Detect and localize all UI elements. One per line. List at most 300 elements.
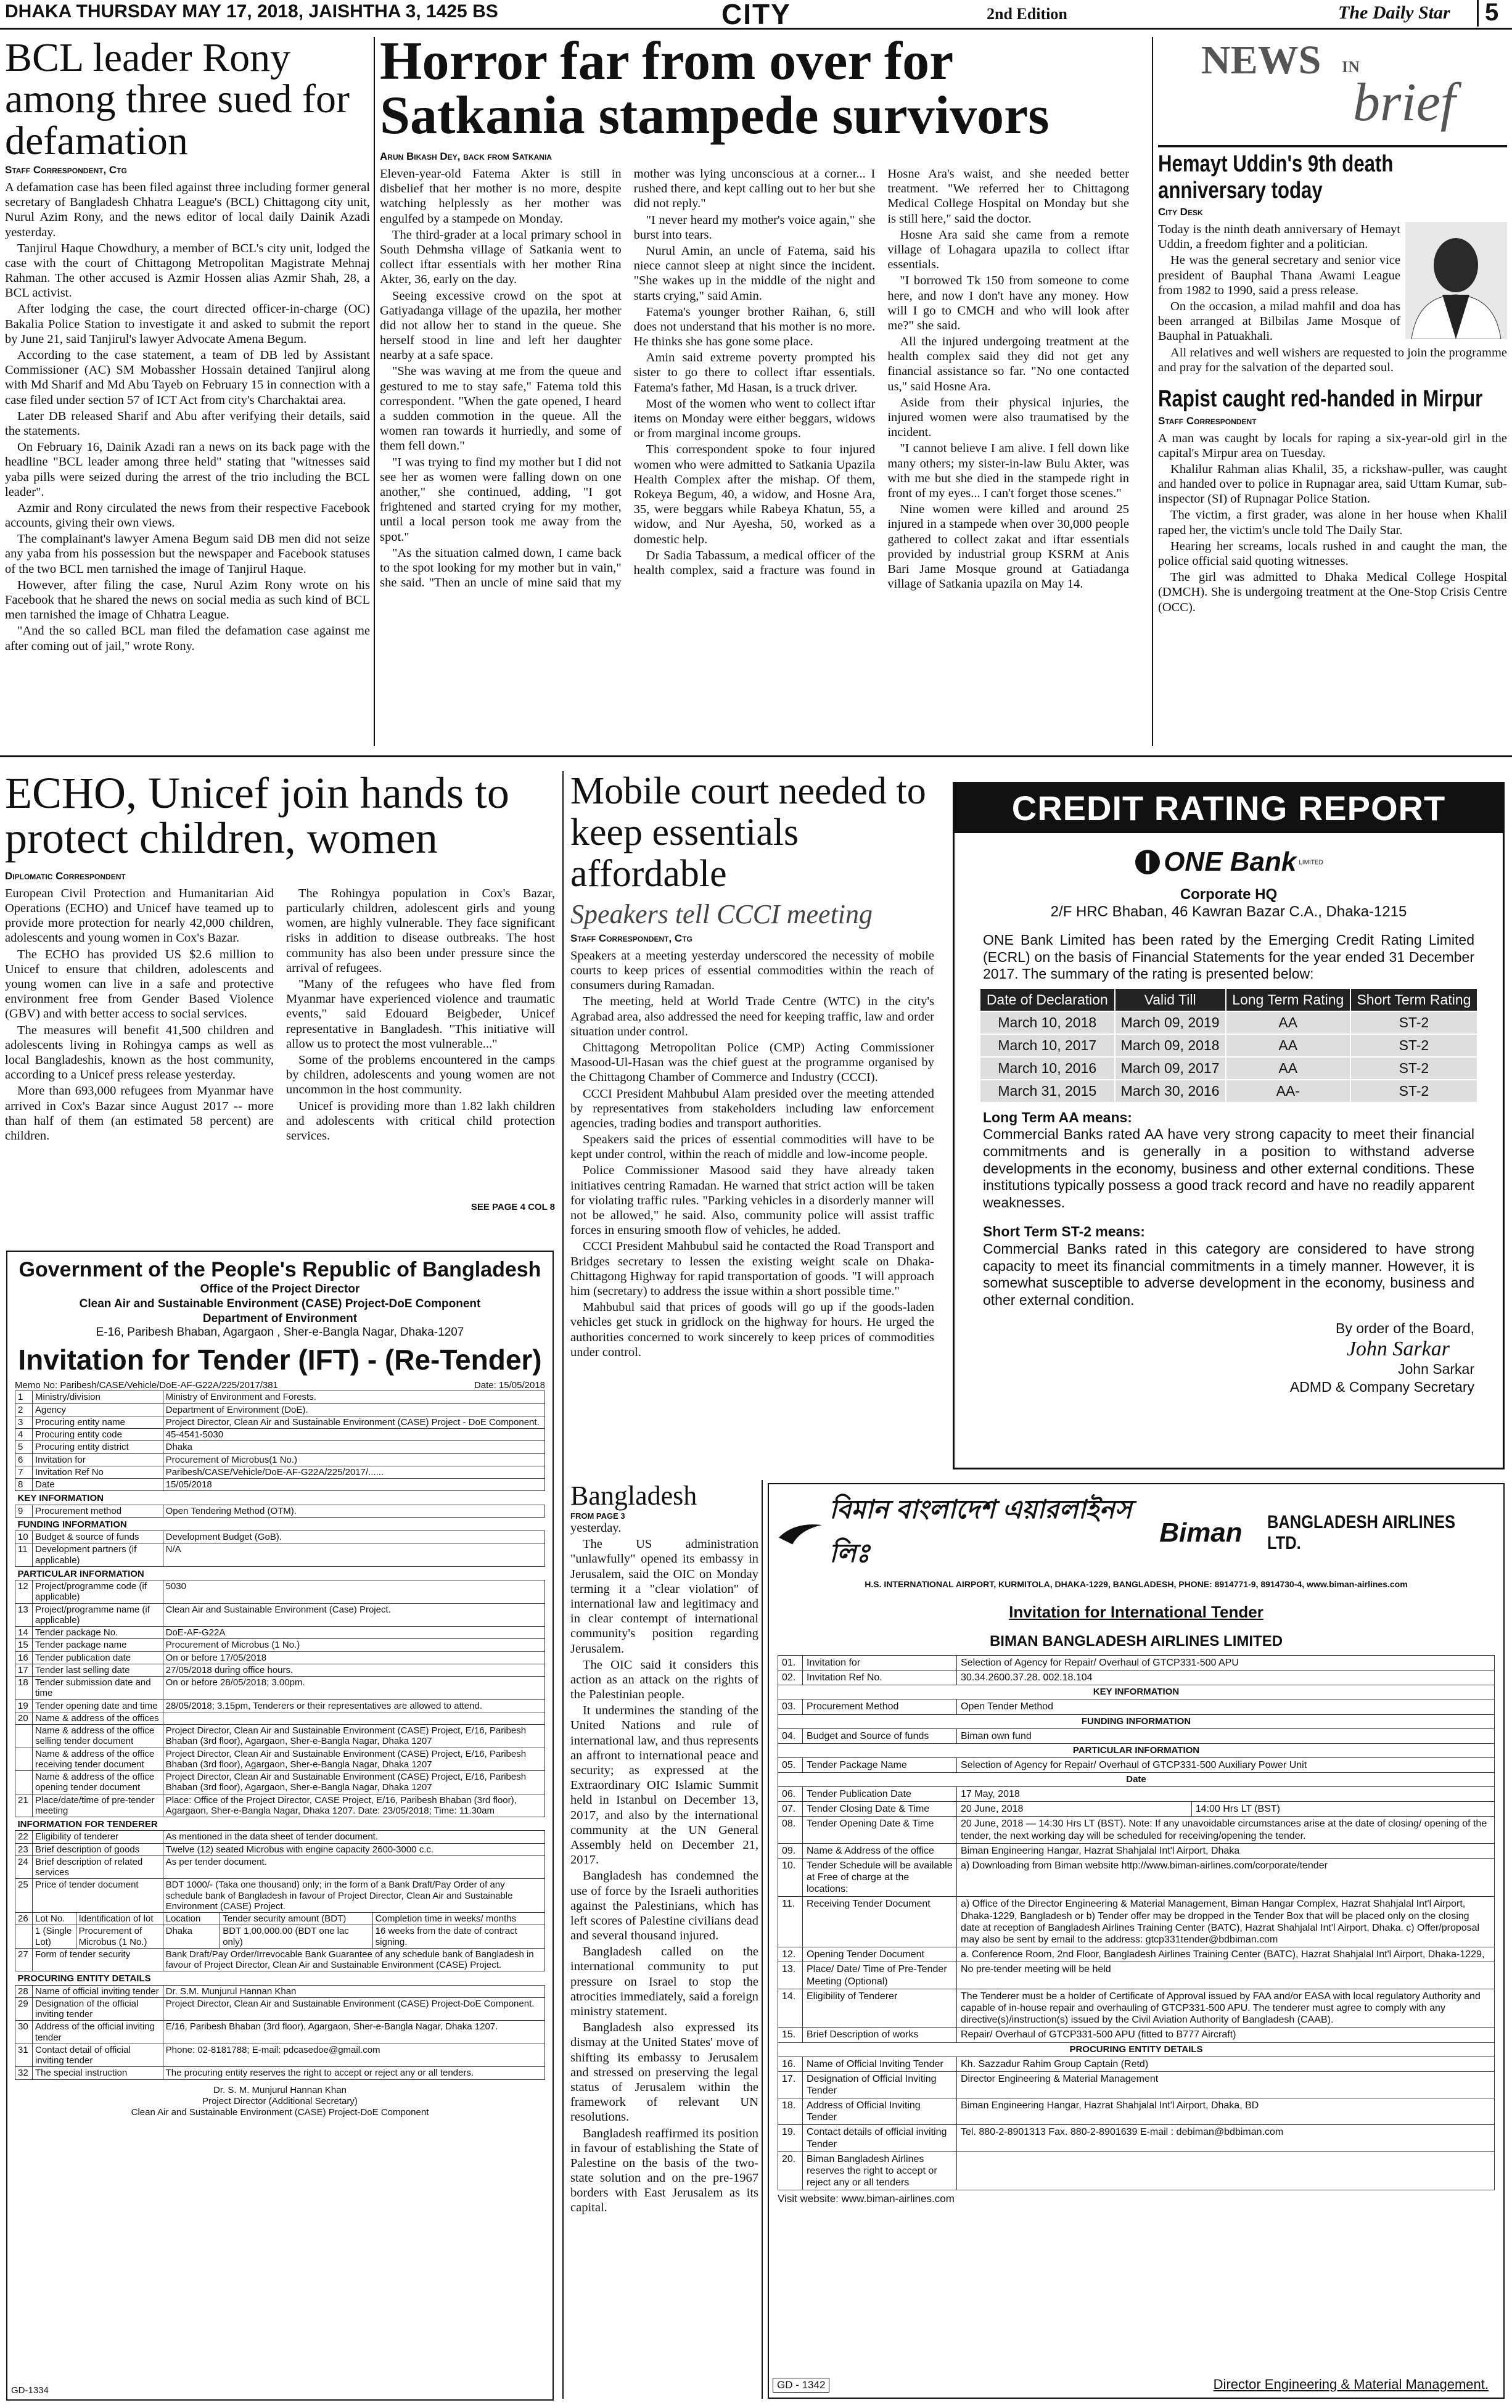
- article-mobile-court: [570, 771, 934, 1468]
- paragraph: yesterday.: [570, 1521, 622, 1535]
- paragraph: Some of the problems encountered in the camps by children, adolescents and young women are not uncommon in the host community.: [286, 1053, 555, 1097]
- paragraph: Today is the ninth death anniversary of Hemayt Uddin, a freedom fighter and a politician.: [1158, 223, 1400, 252]
- table-cell: Development Budget (GoB).: [163, 1531, 544, 1543]
- brief-title-news: NEWS: [1201, 38, 1321, 83]
- table-cell: 15: [15, 1639, 33, 1651]
- table-cell: Project Director, Clean Air and Sustainable Environment (CASE) Project-DoE Component.: [163, 1997, 544, 2021]
- table-cell: BDT 1000/- (Taka one thousand) only; in the form of a Bank Draft/Pay Order of any schedule bank of Bangladesh in favour of Project Director, Clean Air and Sustainable Environment (CASE) Project.: [163, 1879, 544, 1913]
- table-cell: 13: [15, 1603, 33, 1627]
- table-cell: Budget and Source of funds: [803, 1728, 957, 1743]
- table-cell: 1: [15, 1391, 33, 1403]
- ad-signature-block: [955, 1309, 1503, 1396]
- table-cell: 30: [15, 2021, 33, 2044]
- table-cell: 21: [15, 1794, 33, 1817]
- table-cell: Biman own fund: [957, 1728, 1495, 1743]
- table-cell: Selection of Agency for Repair/ Overhaul of GTCP331-500 APU: [957, 1656, 1495, 1670]
- table-cell: March 10, 2017: [980, 1034, 1115, 1057]
- biman-address: H.S. INTERNATIONAL AIRPORT, KURMITOLA, DHAKA-1229, BANGLADESH, PHONE: 8914771-9, 8914730-4, www.biman-airlines.com: [865, 1579, 1408, 1589]
- tender-signature: [15, 2085, 545, 2118]
- article-body: [5, 886, 555, 1201]
- table-cell: Ministry of Environment and Forests.: [163, 1391, 544, 1403]
- table-cell: Invitation for: [803, 1656, 957, 1670]
- table-cell: Opening Tender Document: [803, 1947, 957, 1962]
- from-page: FROM PAGE 3: [570, 1511, 625, 1521]
- dateline: DHAKA THURSDAY MAY 17, 2018, JAISHTHA 3, 1425 BS: [5, 1, 498, 22]
- table-row: [15, 2044, 545, 2067]
- table-cell: Invitation Ref No.: [803, 1670, 957, 1685]
- table-cell: Tender package No.: [33, 1627, 163, 1639]
- table-row: [980, 1057, 1477, 1080]
- article-bcl: [5, 37, 370, 752]
- table-row: [778, 1757, 1495, 1772]
- byline: Arun Bikash Dey, back from Satkania: [380, 150, 552, 162]
- signatory-name: John Sarkar: [1397, 1361, 1474, 1378]
- table-cell: 11.: [778, 1897, 803, 1947]
- table-cell: Address of Official Inviting Tender: [803, 2098, 957, 2125]
- paragraph: Bangladesh has condemned the use of force by the Israeli authorities against the Palestinians, which has left scores of Palestine civilians dead and several thousand injured.: [570, 1869, 758, 1943]
- article-body: [570, 1521, 758, 2216]
- paragraph: Police Commissioner Masood said they have already taken initiatives centring Ramadan. He warned that strict action will be taken for violating traffic rules. "Parking vehicles in a disorderly manner will not be allowed," he said. Also, community police will assist traffic forces in ensuring smooth flow of vehicles, he added.: [570, 1164, 934, 1238]
- table-cell: 6: [15, 1453, 33, 1466]
- article-body: [570, 948, 934, 1360]
- table-cell: 27/05/2018 during office hours.: [163, 1664, 544, 1676]
- paragraph: However, after filing the case, Nurul Azim Rony wrote on his Facebook that he shared the news on social media as such kind of BCL men tarnished the image of Chhatra League.: [5, 578, 370, 622]
- table-cell: 29: [15, 1997, 33, 2021]
- table-row: [778, 1714, 1495, 1728]
- table-cell: KEY INFORMATION: [778, 1685, 1495, 1699]
- table-row: [15, 1699, 545, 1712]
- table-cell: Open Tender Method: [957, 1699, 1495, 1714]
- table-row: [15, 1948, 545, 1971]
- table-cell: 30.34.2600.37.28. 002.18.104: [957, 1670, 1495, 1685]
- biman-company: BIMAN BANGLADESH AIRLINES LIMITED: [989, 1633, 1283, 1650]
- table-cell: ST-2: [1350, 1011, 1477, 1034]
- brief1-headline: Hemayt Uddin's 9th death anniversary today: [1158, 151, 1394, 203]
- brief1-byline: City Desk: [1158, 206, 1203, 218]
- table-cell: 3: [15, 1416, 33, 1428]
- signature: John Sarkar: [1346, 1338, 1450, 1361]
- paragraph: Hosne Ara said she came from a remote village of Lohagara upazila to collect iftar essentials.: [887, 228, 1129, 272]
- biman-en: Biman: [1159, 1518, 1243, 1548]
- table-cell: 12.: [778, 1947, 803, 1962]
- table-cell: 22: [15, 1831, 33, 1843]
- corporate-hq: Corporate HQ: [1180, 886, 1278, 903]
- table-cell: Invitation Ref No: [33, 1466, 163, 1478]
- paragraph: Unicef is providing more than 1.82 lakh children and adolescents with critical child protection services.: [286, 1099, 555, 1143]
- paragraph: Nine women were killed and around 25 injured in a stampede when over 30,000 people gathered to collect zakat and iftar essentials provided by industrial group KSRM at Anis Bari Jame Mosque ground at Gatiadanga village of Satkania upazila on May 14.: [887, 503, 1129, 591]
- table-cell: 14.: [778, 1989, 803, 2028]
- table-cell: Date: [778, 1772, 1495, 1786]
- table-cell: Procurement Method: [803, 1699, 957, 1714]
- table-cell: March 10, 2018: [980, 1011, 1115, 1034]
- headline: BCL leader Rony among three sued for defamation: [5, 37, 350, 163]
- table-cell: Date: [33, 1479, 163, 1491]
- table-row: [15, 1831, 545, 1843]
- column-header: Date of Declaration: [980, 988, 1115, 1011]
- paragraph: The complainant's lawyer Amena Begum said DB men did not seize any yaba from his possession but the newspaper and Facebook statuses of the two BCL men tarnished the image of Tanjirul Haque.: [5, 532, 370, 576]
- table-cell: a. Conference Room, 2nd Floor, Bangladesh Airlines Training Center (BATC), Hazrat Shahjalal Int'l Airport, Dhaka-1229,: [957, 1947, 1495, 1962]
- column-header: Long Term Rating: [1226, 988, 1350, 1011]
- biman-title: Invitation for International Tender: [1009, 1603, 1263, 1621]
- table-cell: ST-2: [1350, 1034, 1477, 1057]
- table-row: [15, 1794, 545, 1817]
- rating-intro: ONE Bank Limited has been rated by the Emerging Credit Rating Limited (ECRL) on the basis of Financial Statements for the year ended 31 December 2017. The summary of the rating is presented below:: [983, 932, 1474, 982]
- table-row: [15, 1843, 545, 1855]
- brief2-byline: Staff Correspondent: [1158, 414, 1257, 427]
- biman-bn: বিমান বাংলাদেশ এয়ারলাইনস লিঃ: [829, 1495, 1132, 1568]
- table-row: [778, 1656, 1495, 1670]
- table-cell: Clean Air and Sustainable Environment (Case) Project.: [163, 1603, 544, 1627]
- paragraph: Eleven-year-old Fatema Akter is still in disbelief that her mother is no more, despite watching helplessly as her mother was engulfed by a stampede on Monday.: [380, 167, 622, 226]
- biman-table: [778, 1655, 1495, 2190]
- table-row: [778, 1802, 1495, 1817]
- table-cell: 14:00 Hrs LT (BST): [1191, 1802, 1494, 1817]
- st-title: Short Term ST-2 means:: [983, 1223, 1145, 1240]
- table-row: [15, 1416, 545, 1428]
- table-row: [15, 1879, 545, 1913]
- table-row: [778, 1670, 1495, 1685]
- table-row: [778, 2042, 1495, 2057]
- table-row: [15, 1639, 545, 1651]
- table-cell: 28/05/2018; 3.15pm, Tenderers or their representatives are allowed to attend.: [163, 1699, 544, 1712]
- table-cell: 12: [15, 1580, 33, 1604]
- table-cell: Tender Schedule will be available at Free of charge at the locations:: [803, 1858, 957, 1897]
- article-body: [380, 166, 1129, 721]
- table-cell: Tender Package Name: [803, 1757, 957, 1772]
- paragraph: The OIC said it considers this action as an attack on the rights of the Palestinian people.: [570, 1658, 758, 1702]
- table-cell: Procuring entity code: [33, 1429, 163, 1441]
- table-cell: Paribesh/CASE/Vehicle/DoE-AF-G22A/225/2017/......: [163, 1466, 544, 1478]
- table-cell: Designation of Official Inviting Tender: [803, 2071, 957, 2098]
- table-row: [15, 1603, 545, 1627]
- table-row: [778, 1947, 1495, 1962]
- paragraph: The US administration "unlawfully" opened its embassy in Jerusalem, said the OIC on Monday terming it a "clear violation" of international law and legitimacy and in clear contempt of international community's position regarding Jerusalem.: [570, 1537, 758, 1656]
- table-cell: BDT 1,00,000.00 (BDT one lac only): [220, 1925, 372, 1949]
- dept-address: E-16, Paribesh Bhaban, Agargaon , Sher-e-Bangla Nagar, Dhaka-1207: [96, 1326, 464, 1339]
- see-page: SEE PAGE 4 COL 8: [470, 1201, 555, 1212]
- table-row: [15, 1712, 545, 1724]
- table-cell: Department of Environment (DoE).: [163, 1403, 544, 1416]
- table-cell: 20.: [778, 2151, 803, 2190]
- paragraph: All relatives and well wishers are requested to join the programme and pray for the salvation of the departed soul.: [1158, 345, 1507, 374]
- headline: ECHO, Unicef join hands to protect children, women: [5, 771, 509, 863]
- table-cell: Identification of lot: [76, 1913, 163, 1925]
- paragraph: The ECHO has provided US $2.6 million to Unicef to ensure that children, adolescents and young women can live in a safe and protective environment free from Gender Based Violence (GBV) and with better access to social services.: [5, 947, 274, 1021]
- table-cell: Project/programme name (if applicable): [33, 1603, 163, 1627]
- paragraph: Tanjirul Haque Chowdhury, a member of BCL's city unit, lodged the case with the court of Chittagong Metropolitan Magistrate Mehnaj Rahman. The other accused is Azmir Hossen alias Azmir Shah, 28, a BCL activist.: [5, 241, 370, 300]
- table-cell: Twelve (12) seated Microbus with engine capacity 2600-3000 c.c.: [163, 1843, 544, 1855]
- table-cell: KEY INFORMATION: [17, 1493, 104, 1504]
- dept-title: Department of Environment: [202, 1312, 358, 1325]
- paragraph: Mahbubul said that prices of goods will go up if the goods-laden vehicles get stuck in gridlock on the highway for hours. He urged the authorities concerned to work sincerely to keep prices of commodities under control.: [570, 1301, 934, 1359]
- table-cell: Project Director, Clean Air and Sustainable Environment (CASE) Project - DoE Component.: [163, 1416, 544, 1428]
- column-rule: [562, 771, 564, 2399]
- table-cell: Tender last selling date: [33, 1664, 163, 1676]
- table-row: [778, 2057, 1495, 2071]
- table-row: [778, 1699, 1495, 1714]
- table-cell: 32: [15, 2067, 33, 2079]
- table-cell: [163, 1712, 544, 1724]
- portrait-photo: [1405, 222, 1507, 339]
- table-cell: Procurement of Microbus (1 No.): [76, 1925, 163, 1949]
- table-cell: Location: [163, 1913, 220, 1925]
- headline: Mobile court needed to keep essentials affordable: [570, 771, 926, 895]
- table-cell: Procurement of Microbus(1 No.): [163, 1453, 544, 1466]
- table-cell: 24: [15, 1855, 33, 1879]
- table-cell: 45-4541-5030: [163, 1429, 544, 1441]
- table-row: [778, 1786, 1495, 1801]
- gov-title: Government of the People's Republic of Bangladesh: [18, 1258, 541, 1281]
- paragraph: European Civil Protection and Humanitarian Aid Operations (ECHO) and Unicef have teamed up to provide more protection for nearly 42,000 children, adolescents and young women in Cox's Bazar.: [5, 886, 274, 945]
- table-cell: AA: [1226, 1034, 1350, 1057]
- table-cell: March 09, 2019: [1115, 1011, 1226, 1034]
- table-cell: 11: [15, 1543, 33, 1567]
- table-row: [15, 1429, 545, 1441]
- table-row: [778, 1989, 1495, 2028]
- table-cell: 18.: [778, 2098, 803, 2125]
- table-cell: 09.: [778, 1843, 803, 1858]
- table-cell: Contact detail of official inviting tender: [33, 2044, 163, 2067]
- portrait-icon: [1405, 222, 1507, 339]
- table-cell: Place/date/time of pre-tender meeting: [33, 1794, 163, 1817]
- tender-ad-biman: [768, 1483, 1505, 2399]
- table-cell: Selection of Agency for Repair/ Overhaul of GTCP331-500 Auxiliary Power Unit: [957, 1757, 1495, 1772]
- table-cell: 1 (Single Lot): [33, 1925, 76, 1949]
- table-cell: 06.: [778, 1786, 803, 1801]
- table-cell: Name & Address of the office: [803, 1843, 957, 1858]
- table-cell: Tel. 880-2-8901313 Fax. 880-2-8901639 E-mail : debiman@bdbiman.com: [957, 2125, 1495, 2151]
- table-cell: 20: [15, 1712, 33, 1724]
- table-cell: Procuring entity district: [33, 1441, 163, 1453]
- table-row: [15, 2067, 545, 2079]
- table-cell: AA: [1226, 1011, 1350, 1034]
- signatory-role: ADMD & Company Secretary: [1289, 1379, 1474, 1395]
- table-cell: Brief description of related services: [33, 1855, 163, 1879]
- table-cell: Tender Publication Date: [803, 1786, 957, 1801]
- biman-name: BANGLADESH AIRLINES LTD.: [1267, 1512, 1455, 1553]
- table-cell: Tender Closing Date & Time: [803, 1802, 957, 1817]
- paragraph: Most of the women who went to collect iftar items on Monday were either beggars, widows or from marginal income groups.: [633, 397, 876, 441]
- section-rule: [0, 755, 1512, 757]
- paragraph: Amin said extreme poverty prompted his sister to go there to collect iftar essentials. Fatema's father, Md Hasan, is a truck driver.: [633, 351, 876, 395]
- table-cell: PROCURING ENTITY DETAILS: [778, 2042, 1495, 2057]
- table-cell: Eligibility of tenderer: [33, 1831, 163, 1843]
- paragraph: CCCI President Mahbubul said he contacted the Road Transport and Bridges secretary to lessen the existing weight scale on Dhaka-Chittagong Highway for rapid transportation of goods. "I will approach him (secretary) to address the issue within a short possible time.": [570, 1239, 934, 1298]
- table-cell: March 31, 2015: [980, 1080, 1115, 1103]
- table-cell: Receiving Tender Document: [803, 1897, 957, 1947]
- table-cell: March 10, 2016: [980, 1057, 1115, 1080]
- table-row: [980, 1011, 1477, 1034]
- paragraph: Bangladesh also expressed its dismay at the United States' move of shifting its embassy to Jerusalem and stressed on preserving the legal status of Jerusalem within the framework of relevant UN resolutions.: [570, 2021, 758, 2124]
- table-cell: The special instruction: [33, 2067, 163, 2079]
- news-in-brief: [1158, 37, 1507, 752]
- paragraph: "I cannot believe I am alive. I fell down like many others; my sister-in-law Bulu Akter, was with me but she died in the stampede right in front of my eyes... I can't forget those scenes.": [887, 442, 1129, 500]
- table-row: [15, 1531, 545, 1543]
- column-rule: [1152, 37, 1153, 746]
- column-rule: [374, 37, 375, 746]
- subhead: Speakers tell CCCI meeting: [570, 898, 873, 929]
- paragraph: This correspondent spoke to four injured women who were admitted to Satkania Upazila Health Complex after the mishap. Of them, Rokeya Begum, 40, a widow, and Hosne Ara, 35, were beggars while Rabeya Khatun, 55, a widow, and Nur Ayesha, 50, worked as a domestic help.: [633, 443, 876, 546]
- paragraph: Aside from their physical injuries, the injured women were also traumatised by the incident.: [887, 395, 1129, 440]
- by-order: By order of the Board,: [1335, 1320, 1474, 1337]
- paragraph: A defamation case has been filed against three including former general secretary of Bangladesh Chhatra League's (BCL) Chittagong city unit, Nurul Azim Rony, and the news editor of local daily Dainik Azadi yesterday.: [5, 180, 370, 239]
- brief-title-brief: brief: [1353, 73, 1456, 133]
- paragraph: Bangladesh reaffirmed its position in favour of establishing the State of Palestine on the basis of the two-state solution and on the pre-1967 borders with East Jerusalem as its capital.: [570, 2126, 758, 2215]
- table-cell: 17: [15, 1664, 33, 1676]
- table-cell: 14: [15, 1627, 33, 1639]
- table-row: [15, 1985, 545, 1997]
- table-cell: 25: [15, 1879, 33, 1913]
- table-cell: PARTICULAR INFORMATION: [17, 1568, 144, 1579]
- table-cell: Eligibility of Tenderer: [803, 1989, 957, 2028]
- table-cell: 19: [15, 1699, 33, 1712]
- table-row: [15, 1817, 545, 1831]
- table-row: [15, 1997, 545, 2021]
- table-cell: Biman Engineering Hangar, Hazrat Shahjalal Int'l Airport, Dhaka, BD: [957, 2098, 1495, 2125]
- ad-title: CREDIT RATING REPORT: [955, 784, 1503, 833]
- paragraph: A man was caught by locals for raping a six-year-old girl in the capital's Mirpur area on Tuesday.: [1158, 431, 1507, 460]
- table-cell: Name & address of the office selling tender document: [33, 1725, 163, 1748]
- table-cell: [957, 2151, 1495, 2190]
- brief-title: [1158, 37, 1507, 145]
- bank-name: ONE Bank: [1164, 847, 1297, 877]
- table-cell: 4: [15, 1429, 33, 1441]
- table-cell: Project/programme code (if applicable): [33, 1580, 163, 1604]
- table-cell: AA-: [1226, 1080, 1350, 1103]
- paragraph: "She was waving at me from the queue and gestured to me to stay safe," Fatema told this correspondent. "When the gate opened, I heard a sudden commotion in the queue. All the women ran towards it hurriedly, and some of them fell down.": [380, 364, 622, 453]
- paragraph: Azmir and Rony circulated the news from their respective Facebook accounts, giving their own views.: [5, 501, 370, 530]
- paragraph: Khalilur Rahman alias Khalil, 35, a rickshaw-puller, was caught and handed over to police in Rupnagar area, said Uttam Kumar, sub-inspector (SI) of Rupnagar Police Station.: [1158, 462, 1507, 506]
- table-cell: Price of tender document: [33, 1879, 163, 1913]
- table-cell: 28: [15, 1985, 33, 1997]
- headline: Horror far from over for Satkania stampede survivors: [380, 35, 1050, 146]
- table-cell: Bank Draft/Pay Order/Irrevocable Bank Guarantee of any schedule bank of Bangladesh in favour of Project Director, Clean Air and Sustainable Environment (CASE) Project.: [163, 1948, 544, 1971]
- table-cell: March 09, 2017: [1115, 1057, 1226, 1080]
- table-row: [778, 2071, 1495, 2098]
- office-title: Office of the Project Director: [200, 1283, 360, 1296]
- memo-line: [15, 1380, 545, 1391]
- column-rule: [762, 1480, 763, 2399]
- paragraph: "I was trying to find my mother but I did not see her as women were falling down on one another," she continued, adding, "I got frightened and started crying for my mother, until a local person took me away from the spot.": [380, 455, 622, 544]
- table-row: [15, 2021, 545, 2044]
- table-cell: Form of tender security: [33, 1948, 163, 1971]
- table-cell: Ministry/division: [33, 1391, 163, 1403]
- paragraph: The victim, a first grader, was alone in her house when Khalil raped her, the victim's uncle told The Daily Star.: [1158, 508, 1507, 537]
- paragraph: Fatema's younger brother Raihan, 6, still does not understand that his mother is no more. He thinks she has gone some place.: [633, 305, 876, 349]
- table-cell: Tender security amount (BDT): [220, 1913, 372, 1925]
- paragraph: On the occasion, a milad mahfil and doa has been arranged at Bilbilas Jame Mosque of Bauphal in Patuakhali.: [1158, 300, 1400, 343]
- project-title: Clean Air and Sustainable Environment (CASE) Project-DoE Component: [79, 1297, 481, 1310]
- table-cell: Repair/ Overhaul of GTCP331-500 APU (fitted to B777 Aircraft): [957, 2028, 1495, 2042]
- table-row: [15, 1505, 545, 1517]
- lt-text: Commercial Banks rated AA have very strong capacity to meet their financial commitments and is generally in a position to withstand adverse developments in the economy, business and other external conditions. These institutions typically possess a good track record and have no readily apparent weaknesses.: [983, 1126, 1474, 1210]
- table-row: [15, 1517, 545, 1531]
- table-cell: Place/ Date/ Time of Pre-Tender Meeting (Optional): [803, 1962, 957, 1989]
- table-cell: AA: [1226, 1057, 1350, 1080]
- table-row: [980, 1034, 1477, 1057]
- table-cell: PROCURING ENTITY DETAILS: [17, 1973, 151, 1984]
- paragraph: Bangladesh called on the international community to put pressure on Israel to stop the atrocities immediately, said a foreign ministry statement.: [570, 1945, 758, 2018]
- table-row: [778, 2125, 1495, 2151]
- table-cell: ST-2: [1350, 1080, 1477, 1103]
- paragraph: Chittagong Metropolitan Police (CMP) Acting Commissioner Masood-Ul-Hasan was the chief guest at the programme organised by the Chittagong Chamber of Commerce and Industry (CCCI).: [570, 1040, 934, 1085]
- table-cell: As mentioned in the data sheet of tender document.: [163, 1831, 544, 1843]
- memo-no: Memo No: Paribesh/CASE/Vehicle/DoE-AF-G22A/225/2017/381: [15, 1380, 278, 1391]
- table-cell: Address of the official inviting tender: [33, 2021, 163, 2044]
- edition: 2nd Edition: [987, 5, 1067, 23]
- table-cell: Budget & source of funds: [33, 1531, 163, 1543]
- table-row: [778, 2151, 1495, 2190]
- table-cell: Name of Official Inviting Tender: [803, 2057, 957, 2071]
- paragraph: Hearing her screams, locals rushed in and caught the man, the police official said quoting witnesses.: [1158, 539, 1507, 569]
- table-cell: Development partners (if applicable): [33, 1543, 163, 1567]
- table-cell: 5030: [163, 1580, 544, 1604]
- table-cell: a) Office of the Director Engineering & Material Management, Biman Hangar Complex, Hazrat Shahjalal Int'l Airport, Dhaka-1229, Bangladesh or b) Tender offer may be dropped in the Tender Box that will be placed only on the closing date at reception of Bangladesh Airlines Training Center (BATC), Hazrat Shahjalal Int'l Airport, Dhaka. c) Offer/proposal may also be sent by email to the address: gtcp331tender@bdbiman.com: [957, 1897, 1495, 1947]
- page-header: [0, 0, 1512, 30]
- table-cell: Project Director, Clean Air and Sustainable Environment (CASE) Project, E/16, Paribesh Bhaban (3rd floor), Agargaon, Sher-e-Bangla Nagar, Dhaka 1207: [163, 1725, 544, 1748]
- table-cell: Project Director, Clean Air and Sustainable Environment (CASE) Project, E/16, Paribesh Bhaban (3rd floor), Agargaon, Sher-e-Bangla Nagar, Dhaka 1207: [163, 1771, 544, 1794]
- brief-rule: [1158, 145, 1507, 147]
- biman-bird-icon: [778, 1519, 823, 1547]
- brief2-body: [1158, 431, 1507, 615]
- table-row: [15, 1491, 545, 1505]
- table-cell: 31: [15, 2044, 33, 2067]
- table-cell: The Tenderer must be a holder of Certificate of Approval issued by FAA and/or EASA with local regulatory Authority and capable of in-house repair and overhauling of GTCP331-500 APU. The tenderer must agree to comply with any directive(s)/instruction(s) issued by the Civil Aviation Authority of Bangladesh (CAAB).: [957, 1989, 1495, 2028]
- table-cell: 19.: [778, 2125, 803, 2151]
- table-cell: 7: [15, 1466, 33, 1478]
- table-row: [15, 1725, 545, 1748]
- table-row: [15, 1855, 545, 1879]
- table-row: [778, 1843, 1495, 1858]
- table-cell: 10.: [778, 1858, 803, 1897]
- table-cell: [15, 1925, 33, 1949]
- table-row: [778, 1858, 1495, 1897]
- table-cell: E/16, Paribesh Bhaban (3rd floor), Agargaon, Sher-e-Bangla Nagar, Dhaka 1207.: [163, 2021, 544, 2044]
- table-cell: Kh. Sazzadur Rahim Group Captain (Retd): [957, 2057, 1495, 2071]
- table-cell: March 30, 2016: [1115, 1080, 1226, 1103]
- table-cell: Tender Opening Date & Time: [803, 1817, 957, 1843]
- byline: Staff Correspondent, Ctg: [5, 163, 127, 176]
- table-cell: Tender package name: [33, 1639, 163, 1651]
- bank-logo: [955, 847, 1503, 877]
- paragraph: According to the case statement, a team of DB led by Assistant Commissioner (AC) SM Mobassher Hossain detained Tanjirul along with Md Sharif and Md Abu Tayeb on February 15 in connection with a case filed under section 57 of ICT Act from city's Charchaktai area.: [5, 348, 370, 407]
- table-cell: 5: [15, 1441, 33, 1453]
- table-cell: Tender submission date and time: [33, 1677, 163, 1700]
- column-header: Valid Till: [1115, 988, 1226, 1011]
- paragraph: Nurul Amin, an uncle of Fatema, said his niece cannot sleep at night since the incident. "She wakes up in the middle of the night and starts crying," said Amin.: [633, 244, 876, 303]
- table-cell: 20 June, 2018: [957, 1802, 1192, 1817]
- table-cell: ST-2: [1350, 1057, 1477, 1080]
- table-cell: No pre-tender meeting will be held: [957, 1962, 1495, 1989]
- table-cell: INFORMATION FOR TENDERER: [17, 1819, 158, 1830]
- table-cell: a) Downloading from Biman website http://www.biman-airlines.com/corporate/tender: [957, 1858, 1495, 1897]
- table-cell: 26: [15, 1913, 33, 1925]
- table-cell: Name & address of the offices: [33, 1712, 163, 1724]
- article-body: [5, 180, 370, 654]
- table-cell: [15, 1771, 33, 1794]
- lt-title: Long Term AA means:: [983, 1109, 1132, 1125]
- paragraph: Later DB released Sharif and Abu after verifying their details, said the statements.: [5, 409, 370, 438]
- table-row: [15, 1627, 545, 1639]
- rating-table-wrap: [955, 988, 1503, 1103]
- table-cell: Tender opening date and time: [33, 1699, 163, 1712]
- table-cell: PARTICULAR INFORMATION: [778, 1743, 1495, 1757]
- gd-number: GD-1334: [11, 2385, 49, 2396]
- table-cell: 16.: [778, 2057, 803, 2071]
- table-cell: [15, 1748, 33, 1771]
- table-row: [778, 1962, 1495, 1989]
- table-cell: Contact details of official inviting Tender: [803, 2125, 957, 2151]
